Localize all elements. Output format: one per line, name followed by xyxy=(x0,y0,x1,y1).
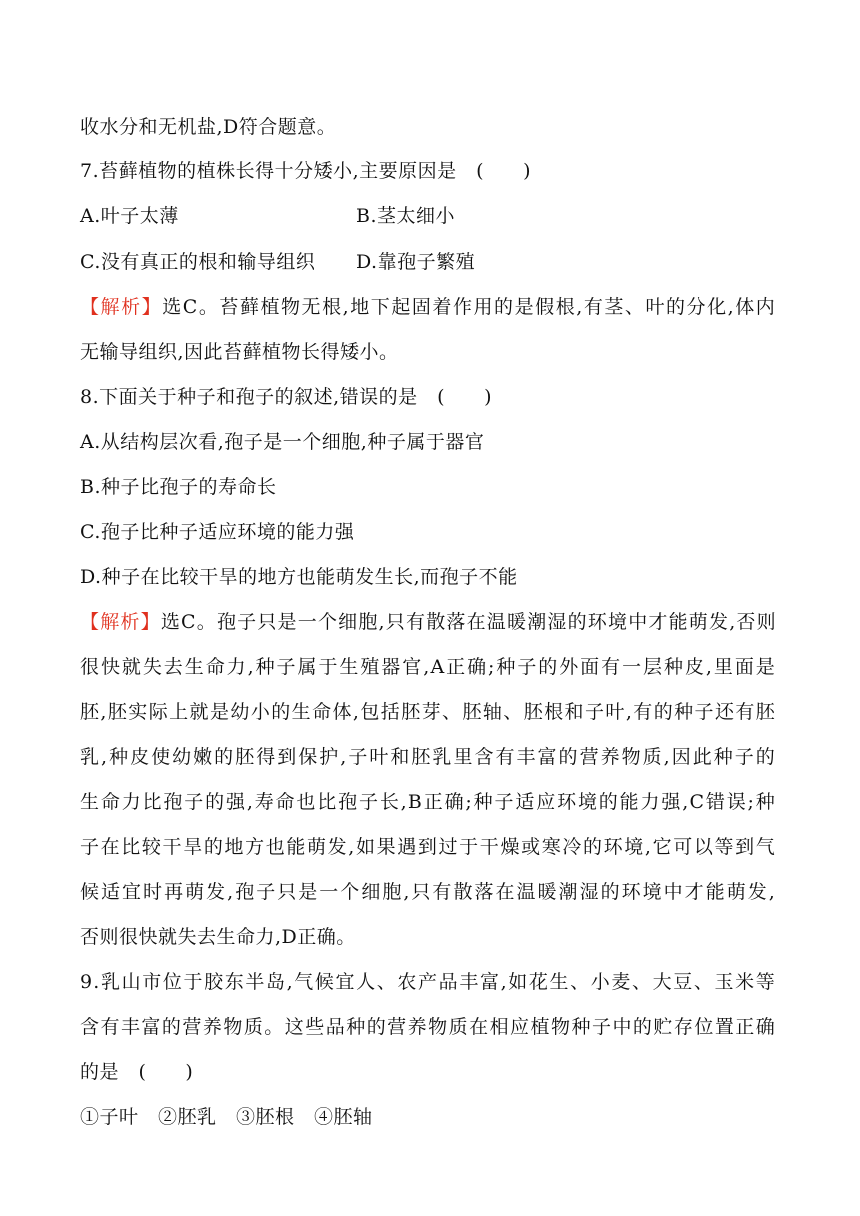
question-9-options: ①子叶 ②胚乳 ③胚根 ④胚轴 xyxy=(80,1106,373,1128)
answer-8-line-8: 否则很快就失去生命力,D正确。 xyxy=(80,926,356,948)
question-7-option-b: B.茎太细小 xyxy=(356,205,456,227)
question-8-stem: 8.下面关于种子和孢子的叙述,错误的是 ( ) xyxy=(80,386,492,408)
question-9-stem-3: 的是 ( ) xyxy=(80,1061,194,1083)
answer-8-text-1: 选C。孢子只是一个细胞,只有散落在温暖潮湿的环境中才能萌发,否则 xyxy=(160,611,777,633)
question-9-stem-2: 含有丰富的营养物质。这些品种的营养物质在相应植物种子中的贮存位置正确 xyxy=(80,1016,776,1038)
analysis-tag: 【解析】 xyxy=(80,296,163,318)
answer-8-line-3: 胚,胚实际上就是幼小的生命体,包括胚芽、胚轴、胚根和子叶,有的种子还有胚 xyxy=(80,701,776,723)
question-8-option-d: D.种子在比较干旱的地方也能萌发生长,而孢子不能 xyxy=(80,566,518,588)
answer-7-line-1 xyxy=(80,294,776,320)
question-7-option-a: A.叶子太薄 xyxy=(80,205,179,227)
question-7-stem: 7.苔藓植物的植株长得十分矮小,主要原因是 ( ) xyxy=(80,160,531,182)
question-8-option-a: A.从结构层次看,孢子是一个细胞,种子属于器官 xyxy=(80,431,485,453)
answer-7-line-2: 无输导组织,因此苔藓植物长得矮小。 xyxy=(80,341,399,363)
answer-8-line-5: 生命力比孢子的强,寿命也比孢子长,B正确;种子适应环境的能力强,C错误;种 xyxy=(80,791,776,813)
question-8-option-c: C.孢子比种子适应环境的能力强 xyxy=(80,521,355,543)
text-line: 收水分和无机盐,D符合题意。 xyxy=(80,116,337,138)
answer-8-line-1 xyxy=(80,609,776,635)
question-7-option-c: C.没有真正的根和输导组织 xyxy=(80,251,316,273)
answer-8-line-6: 子在比较干旱的地方也能萌发,如果遇到过于干燥或寒冷的环境,它可以等到气 xyxy=(80,836,776,858)
answer-7-text-1: 选C。苔藓植物无根,地下起固着作用的是假根,有茎、叶的分化,体内 xyxy=(162,296,776,318)
answer-8-line-4: 乳,种皮使幼嫩的胚得到保护,子叶和胚乳里含有丰富的营养物质,因此种子的 xyxy=(80,746,776,768)
question-8-option-b: B.种子比孢子的寿命长 xyxy=(80,476,277,498)
answer-8-line-7: 候适宜时再萌发,孢子只是一个细胞,只有散落在温暖潮湿的环境中才能萌发, xyxy=(80,881,776,903)
analysis-tag: 【解析】 xyxy=(80,611,161,633)
answer-8-line-2: 很快就失去生命力,种子属于生殖器官,A正确;种子的外面有一层种皮,里面是 xyxy=(80,656,776,678)
question-9-stem-1: 9.乳山市位于胶东半岛,气候宜人、农产品丰富,如花生、小麦、大豆、玉米等 xyxy=(80,971,776,993)
question-7-option-d: D.靠孢子繁殖 xyxy=(356,251,476,273)
